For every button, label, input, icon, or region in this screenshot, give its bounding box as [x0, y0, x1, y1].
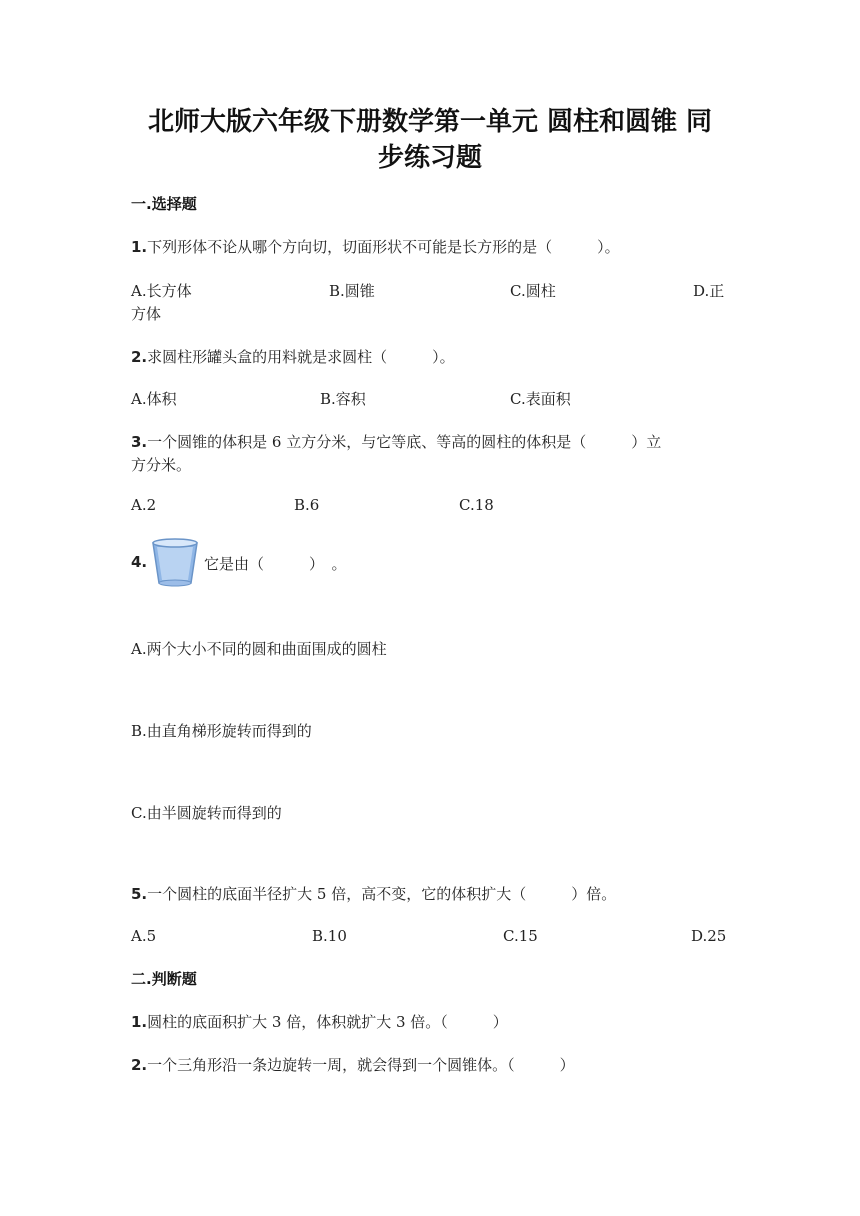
- section-heading-judgement: 二.判断题: [131, 970, 197, 988]
- question-number: 3.: [131, 433, 148, 451]
- option-a: A.2: [131, 496, 157, 514]
- option-c: C.圆柱: [510, 282, 556, 300]
- title-line-2: 步练习题: [377, 143, 482, 173]
- option-b: B.10: [312, 927, 347, 945]
- option-c: C.表面积: [510, 390, 571, 408]
- question-number: 2.: [131, 348, 148, 366]
- option-a: A.5: [131, 927, 157, 945]
- judgement-1: [131, 1011, 508, 1032]
- question-number: 1.: [131, 1013, 148, 1031]
- title-line-1: 北师大版六年级下册数学第一单元 圆柱和圆锥 同: [147, 107, 713, 137]
- page-title: [120, 104, 740, 176]
- question-number: 2.: [131, 1056, 148, 1074]
- question-text: 一个三角形沿一条边旋转一周，就会得到一个圆锥体。（ ）: [147, 1056, 575, 1074]
- option-c: C.15: [503, 927, 538, 945]
- question-text: 下列形体不论从哪个方向切，切面形状不可能是长方形的是（ ）。: [147, 238, 620, 256]
- question-text: 圆柱的底面积扩大 3 倍，体积就扩大 3 倍。（ ）: [147, 1013, 508, 1031]
- judgement-2: [131, 1054, 575, 1075]
- option-b: B.6: [294, 496, 320, 514]
- option-d: D.正: [693, 282, 725, 300]
- option-b: B.由直角梯形旋转而得到的: [131, 722, 312, 740]
- question-number: 5.: [131, 885, 148, 903]
- option-c: C.由半圆旋转而得到的: [131, 804, 282, 822]
- option-b: B.圆锥: [329, 282, 375, 300]
- option-a: A.两个大小不同的圆和曲面围成的圆柱: [131, 640, 387, 658]
- question-text: 求圆柱形罐头盒的用料就是求圆柱（ ）。: [147, 348, 455, 366]
- option-d: D.25: [691, 927, 727, 945]
- option-a: A.长方体: [131, 282, 192, 300]
- question-2: [131, 346, 455, 367]
- question-number: 1.: [131, 238, 148, 256]
- option-a: A.体积: [131, 390, 177, 408]
- question-text: 一个圆锥的体积是 6 立方分米，与它等底、等高的圆柱的体积是（ ）立: [147, 433, 662, 451]
- question-3: [131, 431, 661, 452]
- question-4-number: 4.: [131, 553, 148, 571]
- section-heading-choice: 一.选择题: [131, 195, 197, 213]
- question-text: 一个圆柱的底面半径扩大 5 倍，高不变，它的体积扩大（ ）倍。: [147, 885, 617, 903]
- option-c: C.18: [459, 496, 494, 514]
- option-b: B.容积: [320, 390, 366, 408]
- question-4: 它是由（ ） 。: [204, 555, 347, 573]
- question-5: [131, 883, 616, 904]
- question-3-wrap: 方分米。: [131, 456, 192, 474]
- option-d-wrap: 方体: [131, 305, 162, 323]
- question-1: [131, 236, 620, 257]
- cup-icon: [147, 535, 203, 591]
